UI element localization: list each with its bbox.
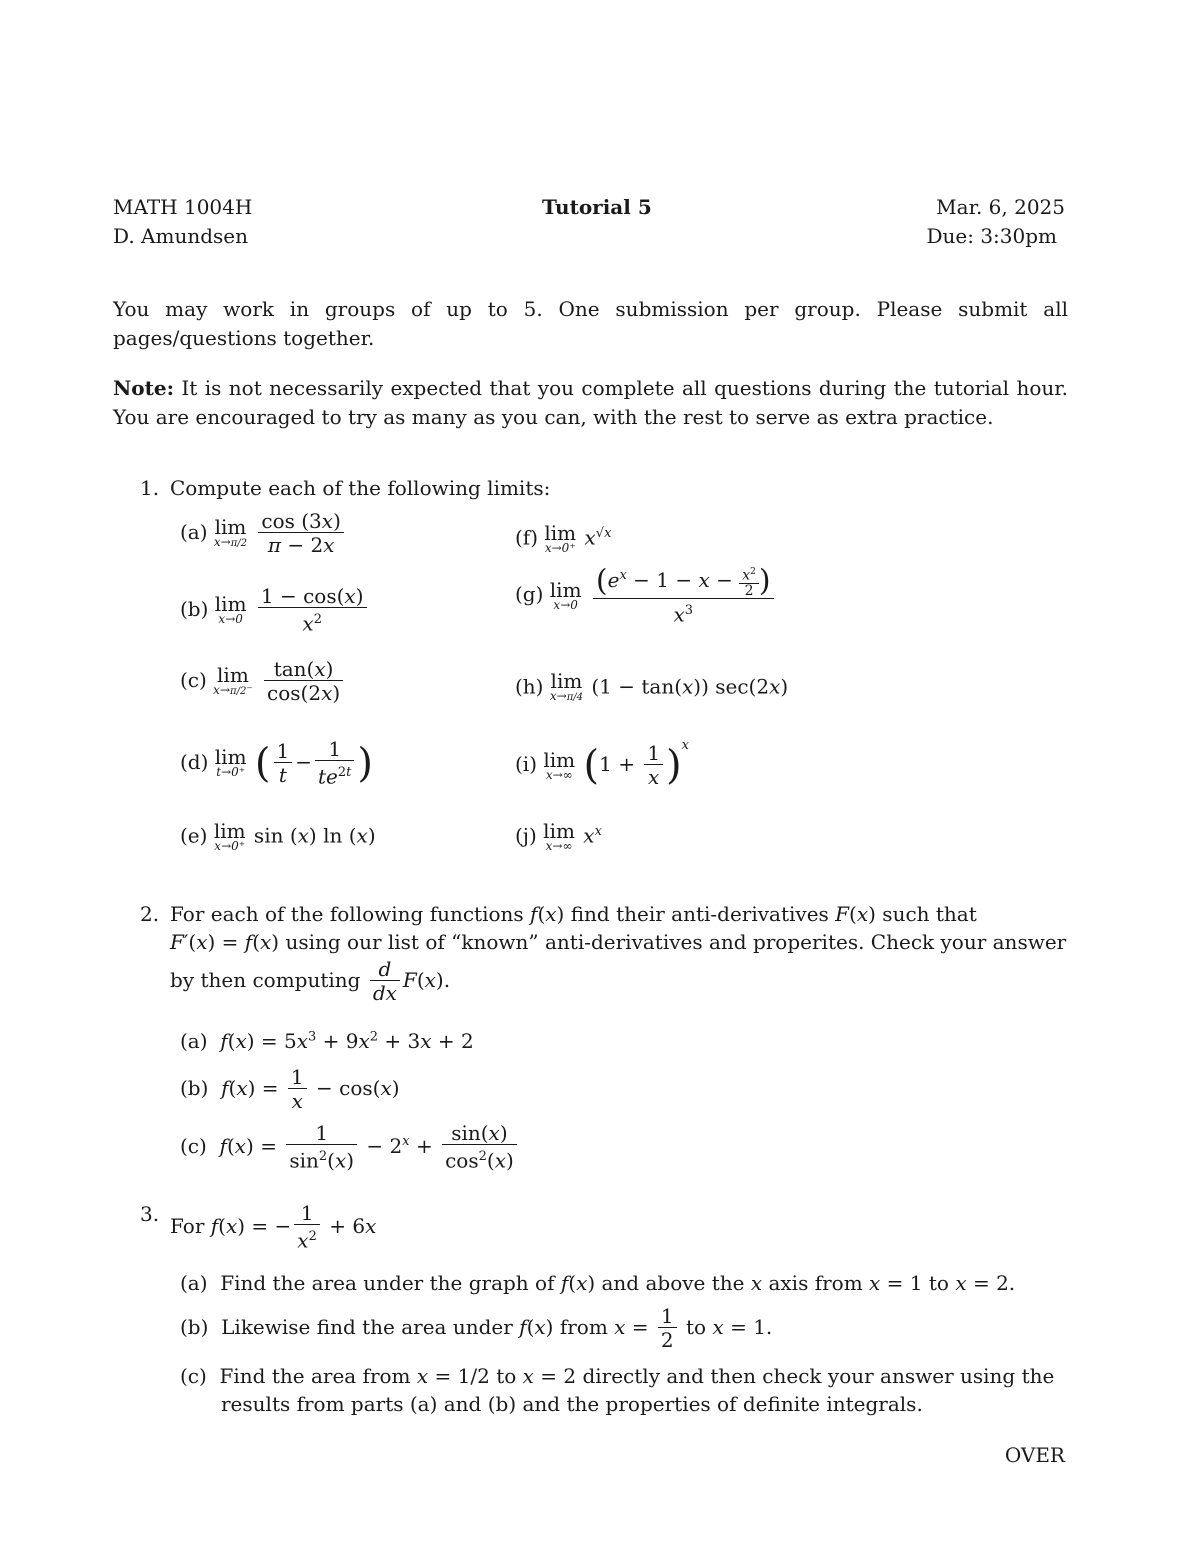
q3-prompt: For f(x) = − $\frac{1}{x^2}$ + 6x [170, 1201, 377, 1253]
q3c-item: (c) Find the area from x = 1/2 to x = 2 directly and then check your answer using the [180, 1364, 1055, 1388]
q3c-label: (c) [180, 1364, 207, 1388]
q1a-label: (a) [180, 520, 208, 544]
over-indicator: OVER [1004, 1443, 1065, 1467]
q2c-item: (c) f(x) = $\frac{1}{\sin^2(x)}$ − $2^x$ + $\frac{\sin(x)}{\cos^2(x)}$ [180, 1122, 520, 1173]
q2b-item: (b) f(x) = $\frac{1}{x}$ − cos(x) [180, 1065, 400, 1113]
instructor: D. Amundsen [113, 224, 248, 248]
q1f-label: (f) [515, 525, 539, 550]
q1a-item: (a) lim x→π/2 $\frac{\cos (3x)}{\pi - 2x}$ [180, 510, 347, 557]
q1i-label: (i) [515, 752, 538, 776]
q3c-continuation: results from parts (a) and (b) and the properties of definite integrals. [221, 1392, 923, 1416]
q2-number: 2. [140, 902, 160, 926]
q1b-label: (b) [180, 596, 209, 621]
q1h-label: (h) [515, 674, 544, 699]
q1e-item: (e) lim x→0⁺ sin (x) ln (x) [180, 819, 376, 853]
intro-paragraph: You may work in groups of up to 5. One submission per group. Please submit all pages/questions together. [113, 297, 1068, 350]
q1d-label: (d) [180, 749, 209, 774]
due-time: Due: 3:30pm [926, 224, 1057, 248]
course-code: MATH 1004H [113, 195, 253, 219]
q2-line-2: F′(x) = f(x) using our list of “known” anti-derivatives and properites. Check your answer [170, 930, 1067, 954]
q1c-item: (c) lim x→π/2⁻ $\frac{\tan(x)}{\cos(2x)}$ [180, 658, 346, 705]
q3a-item: (a) Find the area under the graph of f(x) and above the x axis from x = 1 to x = 2. [180, 1271, 1016, 1295]
q2a-label: (a) [180, 1029, 208, 1053]
q1h-item: (h) lim x→π/4 (1 − tan(x)) sec(2x) [515, 669, 789, 703]
q1-prompt: Compute each of the following limits: [170, 476, 551, 500]
q1i-item: (i) lim x→∞ (1 + $\frac{1}{x}$ )$^x$ [515, 738, 689, 789]
q2c-label: (c) [180, 1133, 207, 1158]
q3a-label: (a) [180, 1271, 208, 1295]
q1g-item: (g) lim x→0 ($e^x - 1 - x$ − $\frac{x^2}{2}$ ) $x^3$ [515, 565, 777, 626]
date: Mar. 6, 2025 [936, 195, 1065, 219]
q1f-item: (f) lim x→0⁺ $x^{√x}$ [515, 521, 612, 555]
note-label: Note: [113, 376, 174, 400]
q3-number: 3. [140, 1202, 160, 1226]
q3b-item: (b) Likewise find the area under f(x) from x = $\frac{1}{2}$ to x = 1. [180, 1304, 773, 1352]
q2a-item: (a) $f(x) = 5x^3 + 9x^2 + 3x + 2$ [180, 1029, 474, 1053]
note-text: It is not necessarily expected that you complete all questions during the tutorial hour. You are encouraged to try as many as you can, with the rest to serve as extra practice. [113, 376, 1068, 429]
q1d-item: (d) lim t→0⁺ ( $\frac{1}{t}$ − $\frac{1}{te^{2t}}$ ) [180, 737, 374, 789]
note-paragraph [113, 374, 1068, 431]
q2-line-3: by then computing $\frac{d}{dx}$ F(x). [170, 957, 451, 1005]
page-title: Tutorial 5 [542, 195, 652, 219]
q1b-item: (b) lim x→0 $\frac{1 - \cos(x)}{x^2}$ [180, 585, 370, 636]
q1-number: 1. [140, 476, 160, 500]
q3b-label: (b) [180, 1315, 209, 1339]
q2b-label: (b) [180, 1076, 209, 1100]
q1c-label: (c) [180, 668, 207, 692]
q1j-label: (j) [515, 823, 537, 848]
q2-line-1: For each of the following functions f(x) find their anti-derivatives F(x) such that [170, 902, 977, 926]
q1g-label: (g) [515, 582, 544, 607]
q1j-item: (j) lim x→∞ $x^x$ [515, 819, 602, 853]
q1e-label: (e) [180, 823, 208, 848]
